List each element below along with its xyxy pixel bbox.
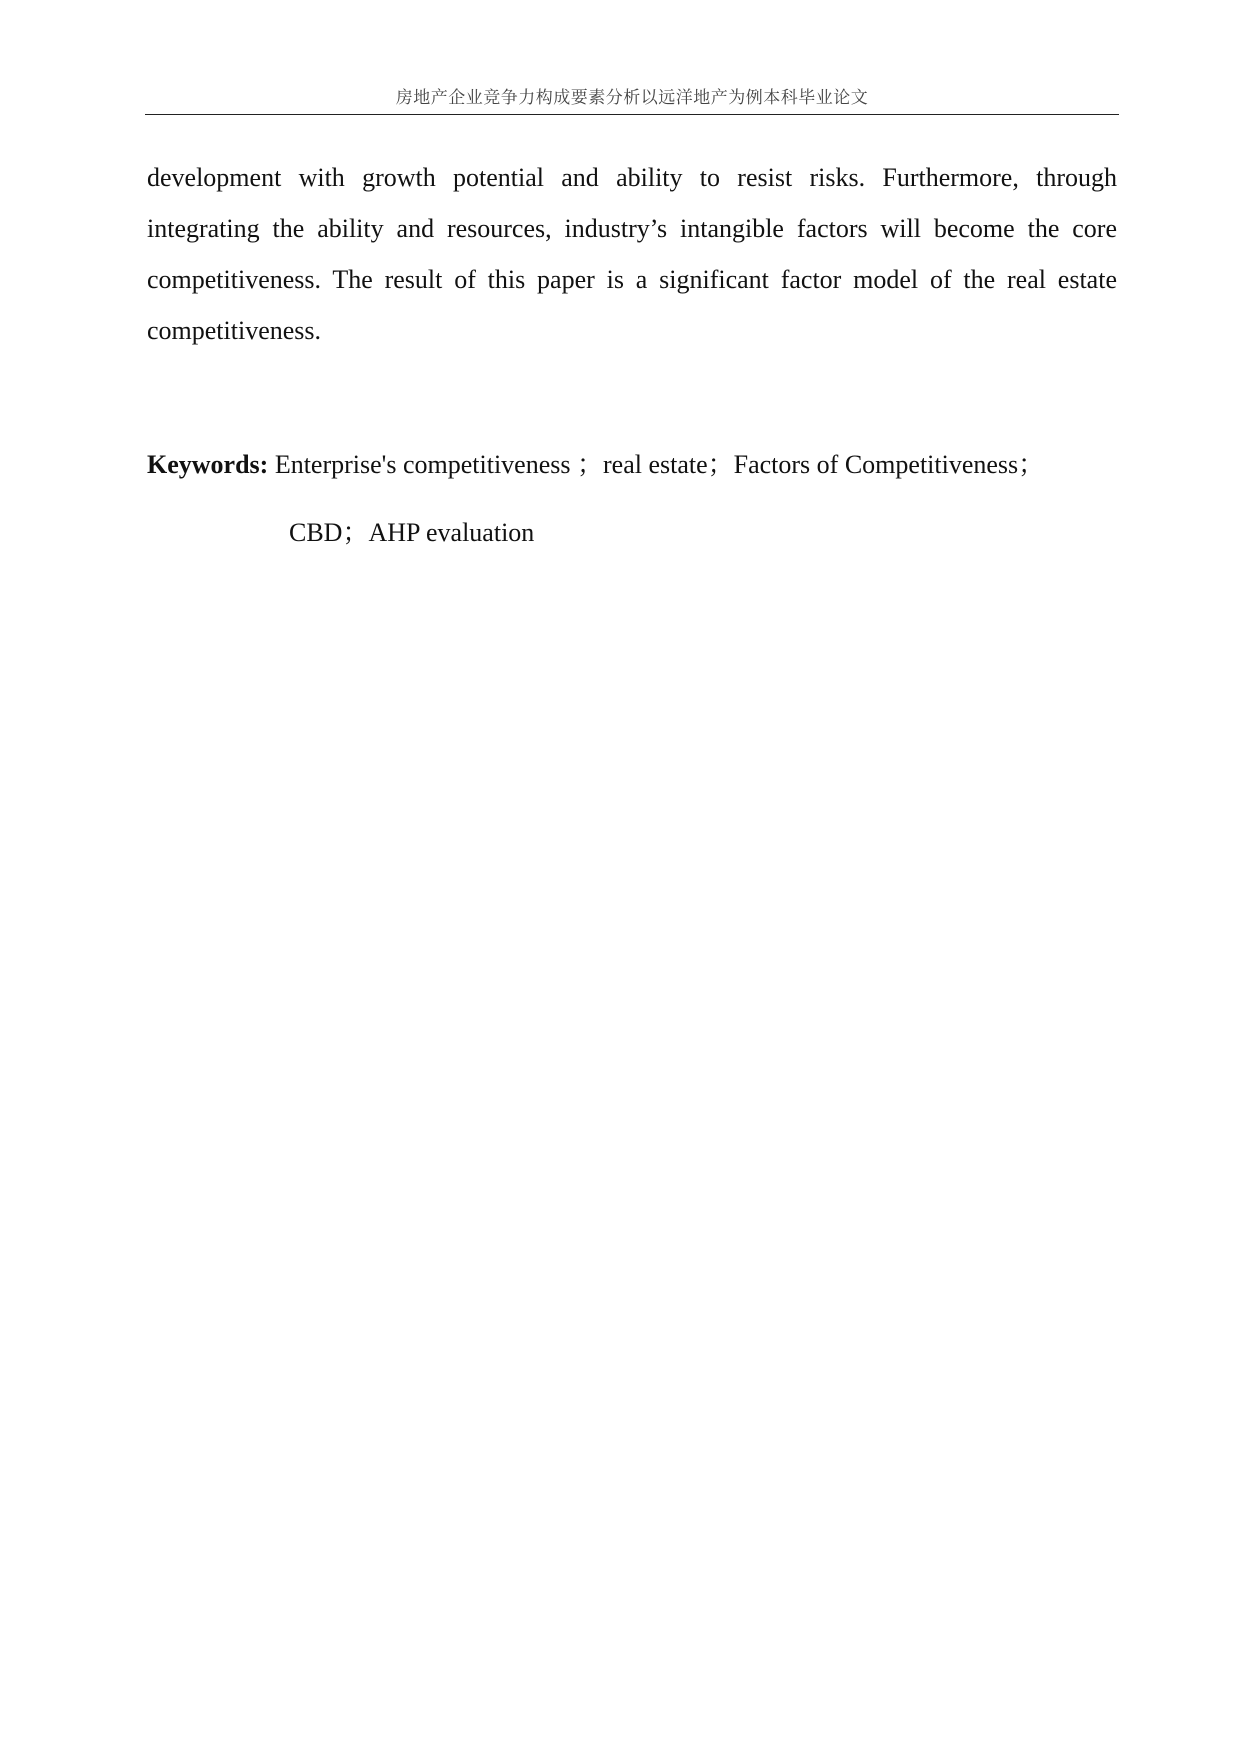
keywords-line-1 [147, 431, 1137, 499]
keywords-label: Keywords: [147, 450, 269, 479]
keywords-list-part-1: Enterprise's competitiveness ；real estate；Factors of Competitiveness； [268, 450, 1045, 479]
keywords-line-2: CBD；AHP evaluation [289, 518, 535, 547]
header-rule [145, 114, 1119, 115]
running-header: 房地产企业竞争力构成要素分析以远洋地产为例本科毕业论文 [395, 88, 869, 108]
keywords-block [147, 431, 1137, 567]
abstract-paragraph: development with growth potential and ability to resist risks. Furthermore, through integrating the ability and resources, industry’s intangible factors will become the core competitiveness. The result of this paper is a significant factor model of the real estate competitiveness. [147, 163, 1117, 345]
